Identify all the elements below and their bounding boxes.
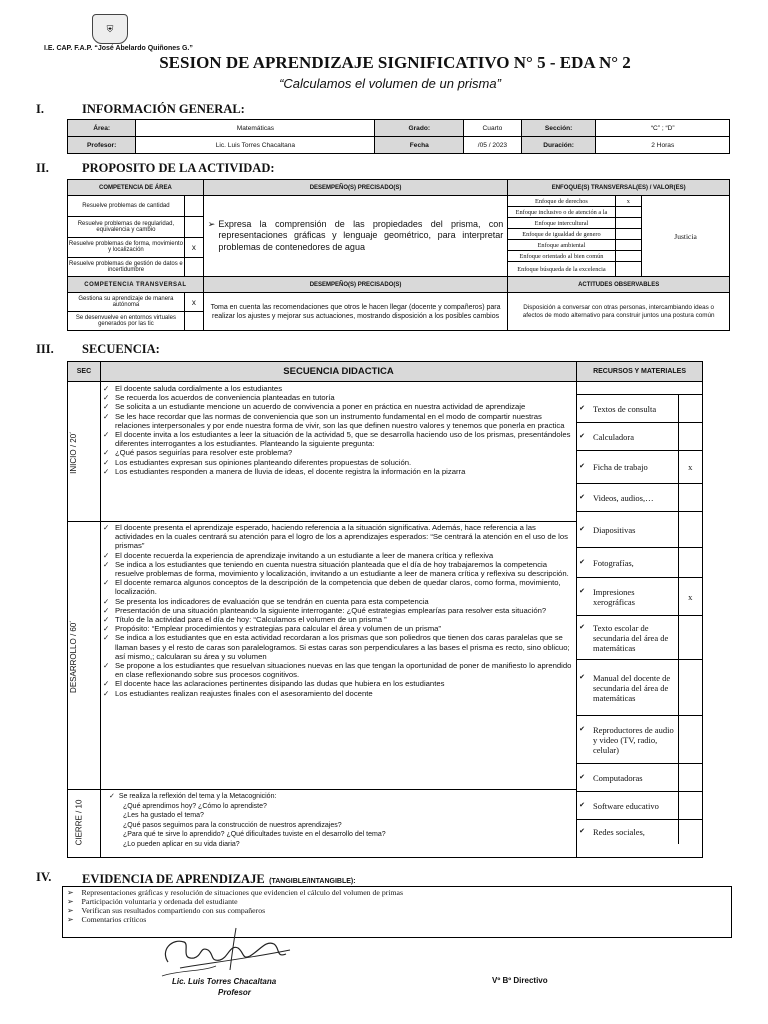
header-sec: SEC [68, 362, 101, 382]
recurso-mark [678, 820, 702, 844]
school-name: I.E. CAP. F.A.P. “José Abelardo Quiñones G.” [44, 45, 193, 52]
desempeno-2-cell: Toma en cuenta las recomendaciones que otros le hacen llegar (docente y compañeros) para realizar los ajustes y mejorar sus actuaciones, mostrando disposición a los posibles cambios [203, 293, 508, 331]
recurso-mark [678, 548, 702, 578]
evidence-item: ➢ Representaciones gráficas y resolución de situaciones que evidencien el cálculo del volumen de primas [67, 888, 404, 897]
sequence-table [67, 361, 703, 858]
recurso-mark [678, 423, 702, 451]
enfoque-item: Enfoque ambiental [508, 240, 615, 251]
school-crest-logo: ⛨ [92, 14, 128, 44]
recurso-item: ✔ Calculadora [577, 423, 678, 451]
recurso-mark [678, 792, 702, 820]
recurso-mark [678, 764, 702, 792]
list-item: ✓ Presentación de una situación planteando la siguiente interrogante: ¿Qué estrategias emplearías para resolver esta situación? [101, 606, 576, 615]
profesor-value: Lic. Luis Torres Chacaltana [136, 137, 375, 154]
cierre-label: CIERRE / 10 [74, 799, 84, 846]
arrow-bullet-icon: ➢ [207, 218, 216, 229]
evidence-item: ➢ Verifican sus resultados compartiendo con sus compañeros [67, 906, 266, 915]
general-info-table [67, 119, 730, 154]
purpose-table [67, 179, 730, 331]
header-competencia-transversal: COMPETENCIA TRANSVERSAL [68, 277, 204, 293]
arrow-bullet-icon: ➢ [67, 915, 74, 924]
check-icon: ✔ [579, 672, 585, 681]
question-item: ¿Qué aprendimos hoy? ¿Cómo lo aprendiste? [122, 802, 267, 810]
recurso-item: ✔ Manual del docente de secundaria del área de matemáticas [577, 660, 678, 716]
signer-name: Lic. Luis Torres Chacaltana [172, 977, 277, 986]
arrow-bullet-icon: ➢ [67, 906, 74, 915]
enfoque-mark [615, 251, 641, 262]
competencia-transversal-mark: x [184, 293, 203, 312]
recurso-item: ✔ Software educativo [577, 792, 678, 820]
section-2-number: II. [36, 161, 49, 175]
recurso-mark [678, 716, 702, 764]
desempeno-cell: ➢ Expresa la comprensión de las propiedades del prisma, con representaciones gráficas y lenguaje geométrico, para interpretar problemas de contenedores de agua [203, 196, 508, 277]
list-item: ✓ Título de la actividad para el día de hoy: “Calculamos el volumen de un prisma ” [101, 615, 576, 624]
competencia-cell: Resuelve problemas de cantidad [68, 196, 185, 217]
recurso-item: ✔ Videos, audios,… [577, 484, 678, 512]
check-icon: ✔ [579, 586, 585, 595]
enfoque-mark [615, 207, 641, 218]
enfoque-mark [615, 262, 641, 277]
check-icon: ✔ [579, 826, 585, 835]
list-item: ✓ Se propone a los estudiantes que resuelvan situaciones nuevas en las que tengan la oportunidad de poner de manifiesto lo aprendido en clase reflexionando sobre sus procesos cognitivos. [101, 661, 576, 679]
vb-directivo: Vº Bº Directivo [492, 976, 548, 985]
arrow-bullet-icon: ➢ [67, 897, 74, 906]
competencia-mark [184, 216, 203, 237]
enfoque-mark: x [615, 196, 641, 207]
fecha-label: Fecha [375, 137, 464, 154]
list-item: ✓ El docente recuerda la experiencia de aprendizaje invitando a un estudiante a leer de manera crítica y reflexiva [101, 551, 576, 560]
question-item: ¿Les ha gustado el tema? [122, 812, 204, 820]
enfoque-item: Enfoque orientado al bien común [508, 251, 615, 262]
metacognition-questions [109, 802, 576, 850]
check-icon: ✔ [579, 772, 585, 781]
check-icon: ✔ [579, 724, 585, 733]
question-item: ¿Lo pueden aplicar en su vida diaria? [122, 840, 240, 848]
profesor-label: Profesor: [68, 137, 136, 154]
list-item: ✓ Se recuerda los acuerdos de conveniencia planteadas en tutoría [101, 393, 576, 402]
enfoque-mark [615, 229, 641, 240]
list-item: ✓ Propósito: “Emplear procedimientos y estrategias para calcular el área y volumen de un prisma” [101, 624, 576, 633]
list-item: ✓ El docente remarca algunos conceptos de la descripción de la competencia que deben de quedar claros, como forma, movimiento, localización. [101, 578, 576, 596]
signature-graphic [150, 920, 300, 980]
enfoque-item: Enfoque de derechos [508, 196, 615, 207]
list-item: ✓ Se indica a los estudiantes que teniendo en cuenta nuestra situación planteada que el día de hoy trabajaremos la competencia resuelve problemas de forma, movimiento y localización, invitando a un estudiante a leer de manera crítica y reflexiva su descripción. [101, 560, 576, 578]
list-item: ✓ El docente presenta el aprendizaje esperado, haciendo referencia a la situación significativa. Además, hace referencia a las actividades en la cuales centrará su atención para el logro de los a aprendizajes esperados: “Se centrará la atención en el uso de los prismas” [101, 523, 576, 551]
list-item: ✓ Se indica a los estudiantes que en esta actividad recordaran a los prismas que son poliedros que tienen dos caras paralelas que se llaman bases y el resto de caras son paralelogramos. Si estas caras son perpendiculares a las bases el prisma es recto, sino oblicuo; así mismo,; calcularan su área y su volumen [101, 633, 576, 661]
recurso-mark: x [678, 578, 702, 616]
recurso-mark [678, 616, 702, 660]
page-title: SESION DE APRENDIZAJE SIGNIFICATIVO N° 5 - EDA N° 2 [159, 53, 631, 72]
competencia-cell: Resuelve problemas de gestión de datos e incertidumbre [68, 258, 185, 277]
recurso-mark [678, 484, 702, 512]
list-item: ✓ Los estudiantes expresan sus opiniones planteando diferentes propuestas de solución. [101, 458, 576, 467]
seccion-value: “C” ; “D” [596, 120, 730, 137]
check-icon: ✔ [579, 622, 585, 631]
enfoque-mark [615, 218, 641, 229]
header-desempeno: DESEMPEÑO(S) PRECISADO(S) [203, 180, 508, 196]
desarrollo-label: DESARROLLO / 60´ [68, 620, 78, 693]
list-item: ✓ El docente saluda cordialmente a los estudiantes [101, 384, 576, 393]
area-label: Área: [68, 120, 136, 137]
evidence-item: ➢ Participación voluntaria y ordenada del estudiante [67, 897, 238, 906]
grado-value: Cuarto [464, 120, 522, 137]
section-3-number: III. [36, 342, 54, 356]
enfoque-mark [615, 240, 641, 251]
header-desempeno-2: DESEMPEÑO(S) PRECISADO(S) [203, 277, 508, 293]
cierre-content [100, 790, 576, 858]
page-subtitle: “Calculamos el volumen de un prisma” [279, 76, 501, 91]
section-1-title: INFORMACIÓN GENERAL: [82, 102, 245, 116]
inicio-phase-cell [68, 382, 101, 522]
recursos-table [577, 394, 702, 844]
list-item: ✓ Se solicita a un estudiante mencione un acuerdo de convivencia a poner en práctica en nuestra actividad de aprendizaje [101, 402, 576, 411]
section-4-title: EVIDENCIA DE APRENDIZAJE [82, 872, 265, 886]
header-competencia-area: COMPETENCIA DE ÁREA [68, 180, 204, 196]
list-item: ✓ Los estudiantes realizan reajustes finales con el asesoramiento del docente [101, 689, 576, 698]
list-item: ✓ Se presenta los indicadores de evaluación que se tendrán en cuenta para esta competencia [101, 597, 576, 606]
header-actitudes: ACTITUDES OBSERVABLES [508, 277, 730, 293]
list-item: ✓ El docente hace las aclaraciones pertinentes disipando las dudas que hubiera en los estudiantes [101, 679, 576, 688]
check-icon: ✔ [579, 492, 585, 501]
actitudes-cell: Disposición a conversar con otras personas, intercambiando ideas o afectos de modo alternativo para construir juntos una postura común [508, 293, 730, 331]
recurso-item: ✔ Reproductores de audio y video (TV, radio, celular) [577, 716, 678, 764]
section-1-number: I. [36, 102, 44, 116]
grado-label: Grado: [375, 120, 464, 137]
recurso-item: ✔ Diapositivas [577, 512, 678, 548]
question-item: ¿Qué pasos seguimos para la construcción de nuestros aprendizajes? [122, 821, 342, 829]
recurso-item: ✔ Fotografías, [577, 548, 678, 578]
check-icon: ✔ [579, 431, 585, 440]
desarrollo-phase-cell [68, 522, 101, 790]
recurso-item: ✔ Redes sociales, [577, 820, 678, 844]
enfoque-item: Enfoque de igualdad de genero [508, 229, 615, 240]
competencia-mark [184, 258, 203, 277]
enfoque-item: Enfoque búsqueda de la excelencia [508, 262, 615, 277]
recurso-item: ✔ Textos de consulta [577, 395, 678, 423]
recurso-item: ✔ Texto escolar de secundaria del área de matemáticas [577, 616, 678, 660]
header-secuencia-didactica: SECUENCIA DIDACTICA [100, 362, 576, 382]
cierre-intro: ✓ Se realiza la reflexión del tema y la Metacognición: [108, 793, 277, 800]
seccion-label: Sección: [521, 120, 596, 137]
recurso-mark [678, 395, 702, 423]
recursos-cell [577, 382, 703, 858]
check-icon: ✔ [579, 524, 585, 533]
recurso-mark [678, 660, 702, 716]
competencia-transversal-mark [184, 312, 203, 331]
recurso-item: ✔ Ficha de trabajo [577, 451, 678, 484]
check-icon: ✔ [579, 462, 585, 470]
valor-cell: Justicia [642, 196, 730, 277]
area-value: Matemáticas [136, 120, 375, 137]
inicio-label: INICIO / 20´ [68, 431, 78, 474]
header-enfoques: ENFOQUE(S) TRANSVERSAL(ES) / VALOR(ES) [508, 180, 730, 196]
section-4-title-small: (TANGIBLE/INTANGIBLE): [269, 878, 356, 885]
list-item: ✓ ¿Qué pasos seguirías para resolver este problema? [101, 448, 576, 457]
section-2-title: PROPOSITO DE LA ACTIVIDAD: [82, 161, 275, 175]
list-item: ✓ El docente invita a los estudiantes a leer la situación de la actividad 5, que se desarrolla haciendo uso de los prismas, presentándoles diferentes interrogantes a los estudiantes. Planteando la siguiente pregunta: [101, 430, 576, 448]
enfoque-item: Enfoque intercultural [508, 218, 615, 229]
question-item: ¿Para qué te sirve lo aprendido? ¿Qué dificultades tuviste en el desarrollo del tema? [122, 831, 386, 839]
recurso-item: ✔ Computadoras [577, 764, 678, 792]
enfoques-cell [508, 196, 642, 277]
section-3-title: SECUENCIA: [82, 342, 160, 356]
competencia-transversal-cell: Gestiona su aprendizaje de manera autónoma [68, 293, 185, 312]
duracion-label: Duración: [521, 137, 596, 154]
recurso-item: ✔ Impresiones xerográficas [577, 578, 678, 616]
inicio-content [100, 382, 576, 522]
signer-role: Profesor [218, 988, 251, 997]
check-icon: ✔ [579, 403, 585, 412]
header-recursos: RECURSOS Y MATERIALES [577, 362, 703, 382]
duracion-value: 2 Horas [596, 137, 730, 154]
fecha-value: /05 / 2023 [464, 137, 522, 154]
competencia-transversal-cell: Se desenvuelve en entornos virtuales generados por las tic [68, 312, 185, 331]
desarrollo-content [100, 522, 576, 790]
evidence-item: ➢ Comentarios críticos [67, 915, 147, 924]
recurso-mark [678, 512, 702, 548]
section-4-number: IV. [36, 870, 52, 884]
check-icon: ✔ [579, 557, 585, 566]
arrow-bullet-icon: ➢ [67, 888, 74, 897]
check-icon: ✓ [108, 793, 115, 800]
competencia-cell: Resuelve problemas de regularidad, equivalencia y cambio [68, 216, 185, 237]
competencia-mark: x [184, 237, 203, 258]
competencia-mark [184, 196, 203, 217]
list-item: ✓ Los estudiantes responden a manera de lluvia de ideas, el docente registra la información en la pizarra [101, 467, 576, 476]
recurso-mark: x [678, 451, 702, 484]
competencia-cell: Resuelve problemas de forma, movimiento y localización [68, 237, 185, 258]
list-item: ✓ Se les hace recordar que las normas de conveniencia que son un instrumento fundamental en el modo de compartir nuestras relaciones interpersonales y por ende nuestra forma de vivir, son las que definen nuestro valores y tenemos que ponerla en practica [101, 412, 576, 430]
cierre-phase-cell [68, 790, 101, 858]
check-icon: ✔ [579, 800, 585, 809]
enfoque-item: Enfoque inclusivo o de atención a la [508, 207, 615, 218]
